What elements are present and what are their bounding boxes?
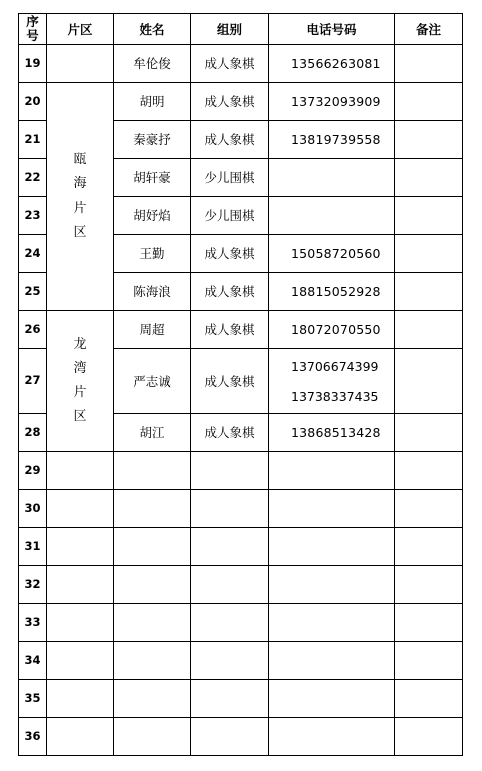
phone-cell bbox=[269, 680, 395, 718]
row-number: 21 bbox=[19, 121, 47, 159]
header-seq: 序 号 bbox=[19, 14, 47, 45]
name-cell: 秦豪抒 bbox=[114, 121, 191, 159]
header-remark: 备注 bbox=[395, 14, 463, 45]
table-row bbox=[19, 528, 463, 566]
remark-cell bbox=[395, 311, 463, 349]
name-cell bbox=[114, 452, 191, 490]
phone-cell bbox=[269, 197, 395, 235]
row-number: 19 bbox=[19, 45, 47, 83]
phone-cell: 15058720560 bbox=[269, 235, 395, 273]
name-cell: 王勤 bbox=[114, 235, 191, 273]
group-cell bbox=[191, 718, 269, 756]
remark-cell bbox=[395, 490, 463, 528]
name-cell: 胡明 bbox=[114, 83, 191, 121]
header-district: 片区 bbox=[47, 14, 114, 45]
phone-cell bbox=[269, 566, 395, 604]
group-cell bbox=[191, 566, 269, 604]
group-cell bbox=[191, 452, 269, 490]
name-cell bbox=[114, 490, 191, 528]
row-number: 30 bbox=[19, 490, 47, 528]
remark-cell bbox=[395, 414, 463, 452]
header-group: 组别 bbox=[191, 14, 269, 45]
remark-cell bbox=[395, 528, 463, 566]
district-cell bbox=[47, 566, 114, 604]
phone-cell: 13819739558 bbox=[269, 121, 395, 159]
table-row bbox=[19, 680, 463, 718]
remark-cell bbox=[395, 83, 463, 121]
district-cell bbox=[47, 680, 114, 718]
remark-cell bbox=[395, 197, 463, 235]
name-cell bbox=[114, 528, 191, 566]
table-row bbox=[19, 642, 463, 680]
remark-cell bbox=[395, 349, 463, 414]
district-cell bbox=[47, 452, 114, 490]
table-row bbox=[19, 604, 463, 642]
header-row bbox=[19, 14, 463, 45]
remark-cell bbox=[395, 718, 463, 756]
group-cell bbox=[191, 490, 269, 528]
remark-cell bbox=[395, 273, 463, 311]
group-cell bbox=[191, 528, 269, 566]
phone-cell: 18072070550 bbox=[269, 311, 395, 349]
phone-cell bbox=[269, 349, 395, 414]
group-cell bbox=[191, 604, 269, 642]
table-row bbox=[19, 83, 463, 121]
remark-cell bbox=[395, 452, 463, 490]
row-number: 27 bbox=[19, 349, 47, 414]
row-number: 36 bbox=[19, 718, 47, 756]
name-cell: 陈海浪 bbox=[114, 273, 191, 311]
name-cell: 严志诚 bbox=[114, 349, 191, 414]
district-cell bbox=[47, 642, 114, 680]
phone-cell bbox=[269, 604, 395, 642]
row-number: 24 bbox=[19, 235, 47, 273]
header-name: 姓名 bbox=[114, 14, 191, 45]
group-cell bbox=[191, 680, 269, 718]
phone-line: 13706674399 bbox=[291, 358, 379, 374]
name-cell: 胡江 bbox=[114, 414, 191, 452]
name-cell: 周超 bbox=[114, 311, 191, 349]
remark-cell bbox=[395, 45, 463, 83]
remark-cell bbox=[395, 566, 463, 604]
table-row bbox=[19, 45, 463, 83]
group-cell: 成人象棋 bbox=[191, 121, 269, 159]
phone-cell: 13868513428 bbox=[269, 414, 395, 452]
group-cell: 成人象棋 bbox=[191, 83, 269, 121]
phone-cell bbox=[269, 718, 395, 756]
table-row bbox=[19, 718, 463, 756]
group-cell: 成人象棋 bbox=[191, 414, 269, 452]
phone-cell: 13566263081 bbox=[269, 45, 395, 83]
name-cell: 胡妤焰 bbox=[114, 197, 191, 235]
row-number: 28 bbox=[19, 414, 47, 452]
phone-cell bbox=[269, 490, 395, 528]
name-cell: 牟伦俊 bbox=[114, 45, 191, 83]
district-cell bbox=[47, 490, 114, 528]
phone-cell: 18815052928 bbox=[269, 273, 395, 311]
remark-cell bbox=[395, 642, 463, 680]
district-ouhai: 瓯 海 片 区 bbox=[47, 83, 114, 311]
group-cell: 少儿围棋 bbox=[191, 159, 269, 197]
group-cell: 成人象棋 bbox=[191, 235, 269, 273]
phone-cell: 13732093909 bbox=[269, 83, 395, 121]
remark-cell bbox=[395, 235, 463, 273]
row-number: 34 bbox=[19, 642, 47, 680]
name-cell bbox=[114, 642, 191, 680]
header-phone: 电话号码 bbox=[269, 14, 395, 45]
group-cell: 少儿围棋 bbox=[191, 197, 269, 235]
phone-line: 13738337435 bbox=[291, 388, 379, 404]
group-cell: 成人象棋 bbox=[191, 273, 269, 311]
row-number: 35 bbox=[19, 680, 47, 718]
remark-cell bbox=[395, 680, 463, 718]
phone-cell bbox=[269, 159, 395, 197]
group-cell: 成人象棋 bbox=[191, 45, 269, 83]
remark-cell bbox=[395, 604, 463, 642]
row-number: 20 bbox=[19, 83, 47, 121]
phone-cell bbox=[269, 452, 395, 490]
row-number: 25 bbox=[19, 273, 47, 311]
name-cell bbox=[114, 604, 191, 642]
row-number: 32 bbox=[19, 566, 47, 604]
group-cell: 成人象棋 bbox=[191, 349, 269, 414]
remark-cell bbox=[395, 159, 463, 197]
table-row bbox=[19, 566, 463, 604]
row-number: 26 bbox=[19, 311, 47, 349]
name-cell: 胡轩豪 bbox=[114, 159, 191, 197]
phone-cell bbox=[269, 642, 395, 680]
roster-table bbox=[18, 13, 463, 756]
row-number: 31 bbox=[19, 528, 47, 566]
row-number: 22 bbox=[19, 159, 47, 197]
table-row bbox=[19, 311, 463, 349]
phone-cell bbox=[269, 528, 395, 566]
name-cell bbox=[114, 566, 191, 604]
remark-cell bbox=[395, 121, 463, 159]
table-row bbox=[19, 452, 463, 490]
name-cell bbox=[114, 718, 191, 756]
row-number: 29 bbox=[19, 452, 47, 490]
group-cell bbox=[191, 642, 269, 680]
row-number: 23 bbox=[19, 197, 47, 235]
district-cell bbox=[47, 718, 114, 756]
table-row bbox=[19, 490, 463, 528]
district-cell bbox=[47, 45, 114, 83]
group-cell: 成人象棋 bbox=[191, 311, 269, 349]
name-cell bbox=[114, 680, 191, 718]
district-cell bbox=[47, 528, 114, 566]
district-longwan: 龙 湾 片 区 bbox=[47, 311, 114, 452]
district-cell bbox=[47, 604, 114, 642]
row-number: 33 bbox=[19, 604, 47, 642]
